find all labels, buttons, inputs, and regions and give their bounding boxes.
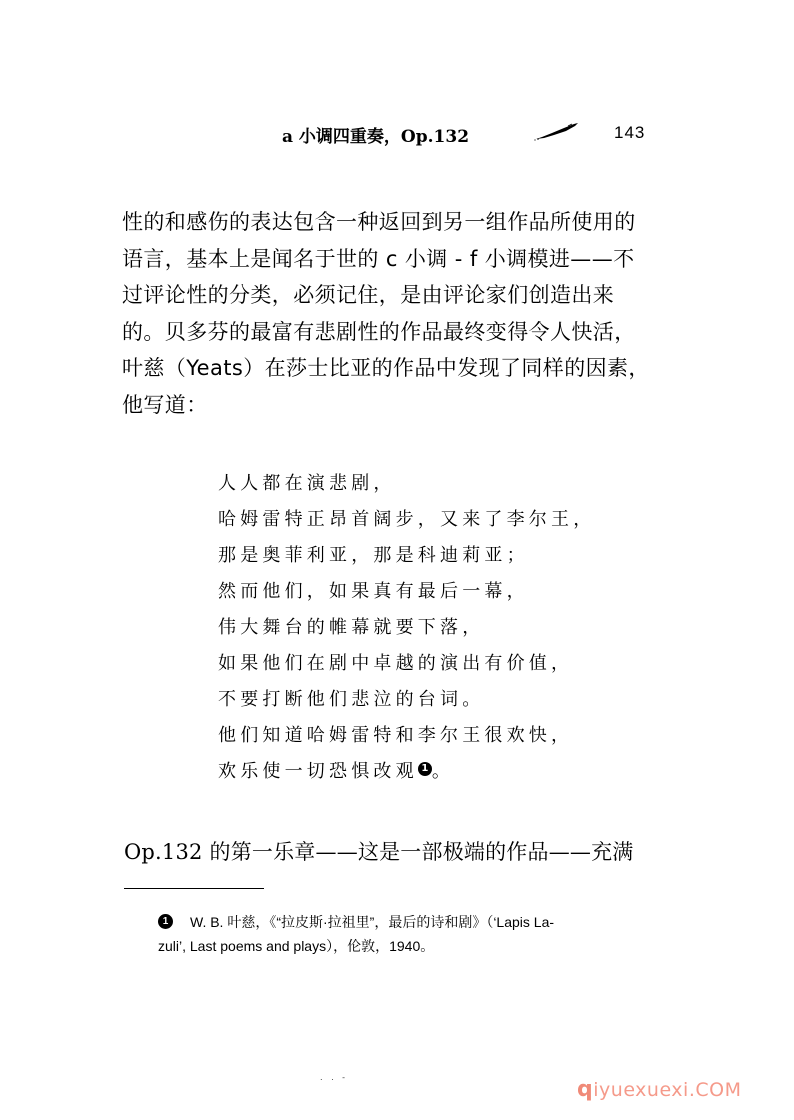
poem-quote bbox=[218, 466, 595, 790]
body-paragraph bbox=[122, 204, 682, 423]
body-line: 的。贝多芬的最富有悲剧性的作品最终变得令人快活， bbox=[122, 319, 636, 344]
body-line: 性的和感伤的表达包含一种返回到另一组作品所使用的 bbox=[122, 210, 636, 234]
running-title: a 小调四重奏，Op.132 bbox=[282, 127, 470, 147]
poem-line-last bbox=[218, 754, 595, 790]
watermark bbox=[577, 1077, 742, 1102]
watermark-text: iyuexuexi.COM bbox=[593, 1079, 742, 1101]
watermark-logo-q: q bbox=[577, 1077, 594, 1102]
poem-line: 他们知道哈姆雷特和李尔王很欢快， bbox=[218, 725, 574, 746]
poem-line: 伟大舞台的帷幕就要下落， bbox=[218, 617, 485, 638]
footnote-line: zuli’, Last poems and plays），伦敦，1940。 bbox=[158, 938, 435, 954]
body-line: 他写道： bbox=[122, 392, 208, 417]
poem-line: 那是奥菲利亚，那是科迪莉亚； bbox=[218, 545, 529, 566]
footnote-text bbox=[190, 910, 688, 934]
body-line: 过评论性的分类，必须记住，是由评论家们创造出来 bbox=[122, 283, 615, 307]
footnote bbox=[158, 910, 688, 958]
poem-line: 哈姆雷特正昂首阔步，又来了李尔王， bbox=[218, 509, 596, 530]
continuation-line: Op.132 的第一乐章——这是一部极端的作品——充满 bbox=[124, 840, 634, 864]
quill-ornament-icon bbox=[534, 122, 580, 142]
footnote-divider bbox=[124, 888, 264, 889]
footnote-marker: 1 bbox=[158, 914, 173, 929]
body-line: 叶慈（Yeats）在莎士比亚的作品中发现了同样的因素， bbox=[122, 356, 650, 380]
page-footer-dots: . . - bbox=[320, 1073, 349, 1082]
poem-line: 人人都在演悲剧， bbox=[218, 473, 396, 494]
poem-line: 如果他们在剧中卓越的演出有价值， bbox=[218, 653, 574, 674]
poem-line: 不要打断他们悲泣的台词。 bbox=[218, 689, 485, 710]
poem-line-text: 欢乐使一切恐惧改观 bbox=[218, 761, 418, 782]
body-line: 语言，基本上是闻名于世的 c 小调 - f 小调模进——不 bbox=[122, 246, 635, 271]
poem-line: 然而他们，如果真有最后一幕， bbox=[218, 581, 529, 602]
footnote-line: W. B. 叶慈，《“拉皮斯·拉祖里”，最后的诗和剧》（‘Lapis La- bbox=[190, 914, 555, 930]
poem-line-end-punct: 。 bbox=[431, 761, 455, 782]
running-header bbox=[282, 118, 662, 148]
footnote-reference-marker[interactable]: 1 bbox=[418, 762, 432, 776]
page-number: 143 bbox=[614, 123, 646, 142]
